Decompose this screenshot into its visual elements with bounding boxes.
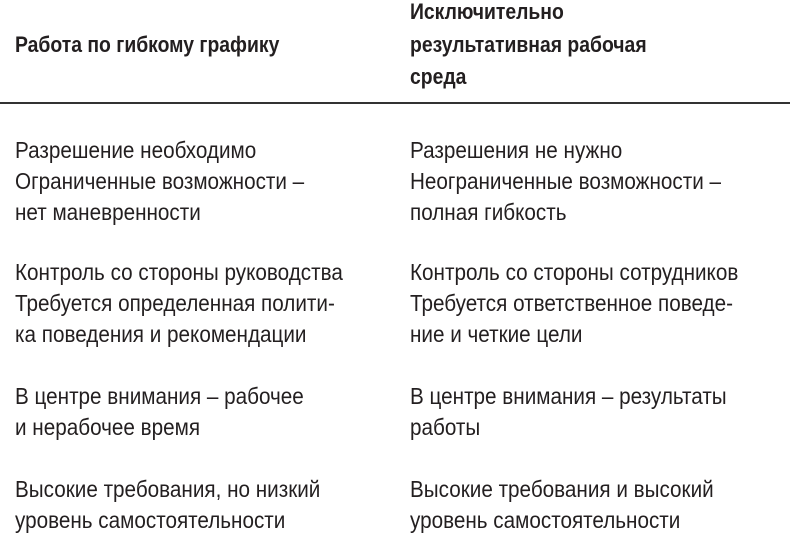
- text-line: Ограниченные возможности –: [15, 168, 305, 194]
- text-line: нет маневренности: [15, 199, 201, 225]
- row-3-left: [15, 381, 343, 443]
- text-line: ние и четкие цели: [410, 321, 583, 347]
- text-line: Требуется определенная полити-: [15, 290, 335, 316]
- row-4-right: [410, 474, 755, 536]
- text-line: Неограниченные возможности –: [410, 168, 722, 194]
- text-line: Контроль со стороны сотрудников: [410, 259, 739, 285]
- row-3-right: [410, 381, 770, 443]
- text-line: уровень самостоятельности: [410, 507, 681, 533]
- header-line: среда: [410, 64, 467, 89]
- row-2-right: [410, 257, 783, 350]
- row-1-right: [410, 135, 763, 228]
- header-divider: [0, 102, 790, 104]
- header-right: [410, 0, 679, 94]
- header-line: результативная рабочая: [410, 31, 647, 57]
- text-line: Высокие требования, но низкий: [15, 476, 321, 502]
- text-line: и нерабочее время: [15, 414, 201, 440]
- text-line: ка поведения и рекомендации: [15, 321, 307, 347]
- row-1-left: [15, 135, 344, 228]
- text-line: Разрешение необходимо: [15, 137, 257, 163]
- text-line: Требуется ответственное поведе-: [410, 290, 734, 316]
- row-4-left: [15, 474, 362, 536]
- header-line: Работа по гибкому графику: [15, 32, 280, 57]
- text-line: Контроль со стороны руководства: [15, 259, 343, 285]
- header-left: [15, 29, 315, 62]
- text-line: Разрешения не нужно: [410, 137, 623, 163]
- header-line: Исключительно: [410, 0, 564, 24]
- text-line: полная гибкость: [410, 199, 567, 225]
- row-2-left: [15, 257, 388, 350]
- text-line: работы: [410, 414, 481, 440]
- text-line: Высокие требования и высокий: [410, 476, 714, 502]
- text-line: В центре внимания – результаты: [410, 383, 727, 409]
- text-line: уровень самостоятельности: [15, 507, 286, 533]
- text-line: В центре внимания – рабочее: [15, 383, 304, 409]
